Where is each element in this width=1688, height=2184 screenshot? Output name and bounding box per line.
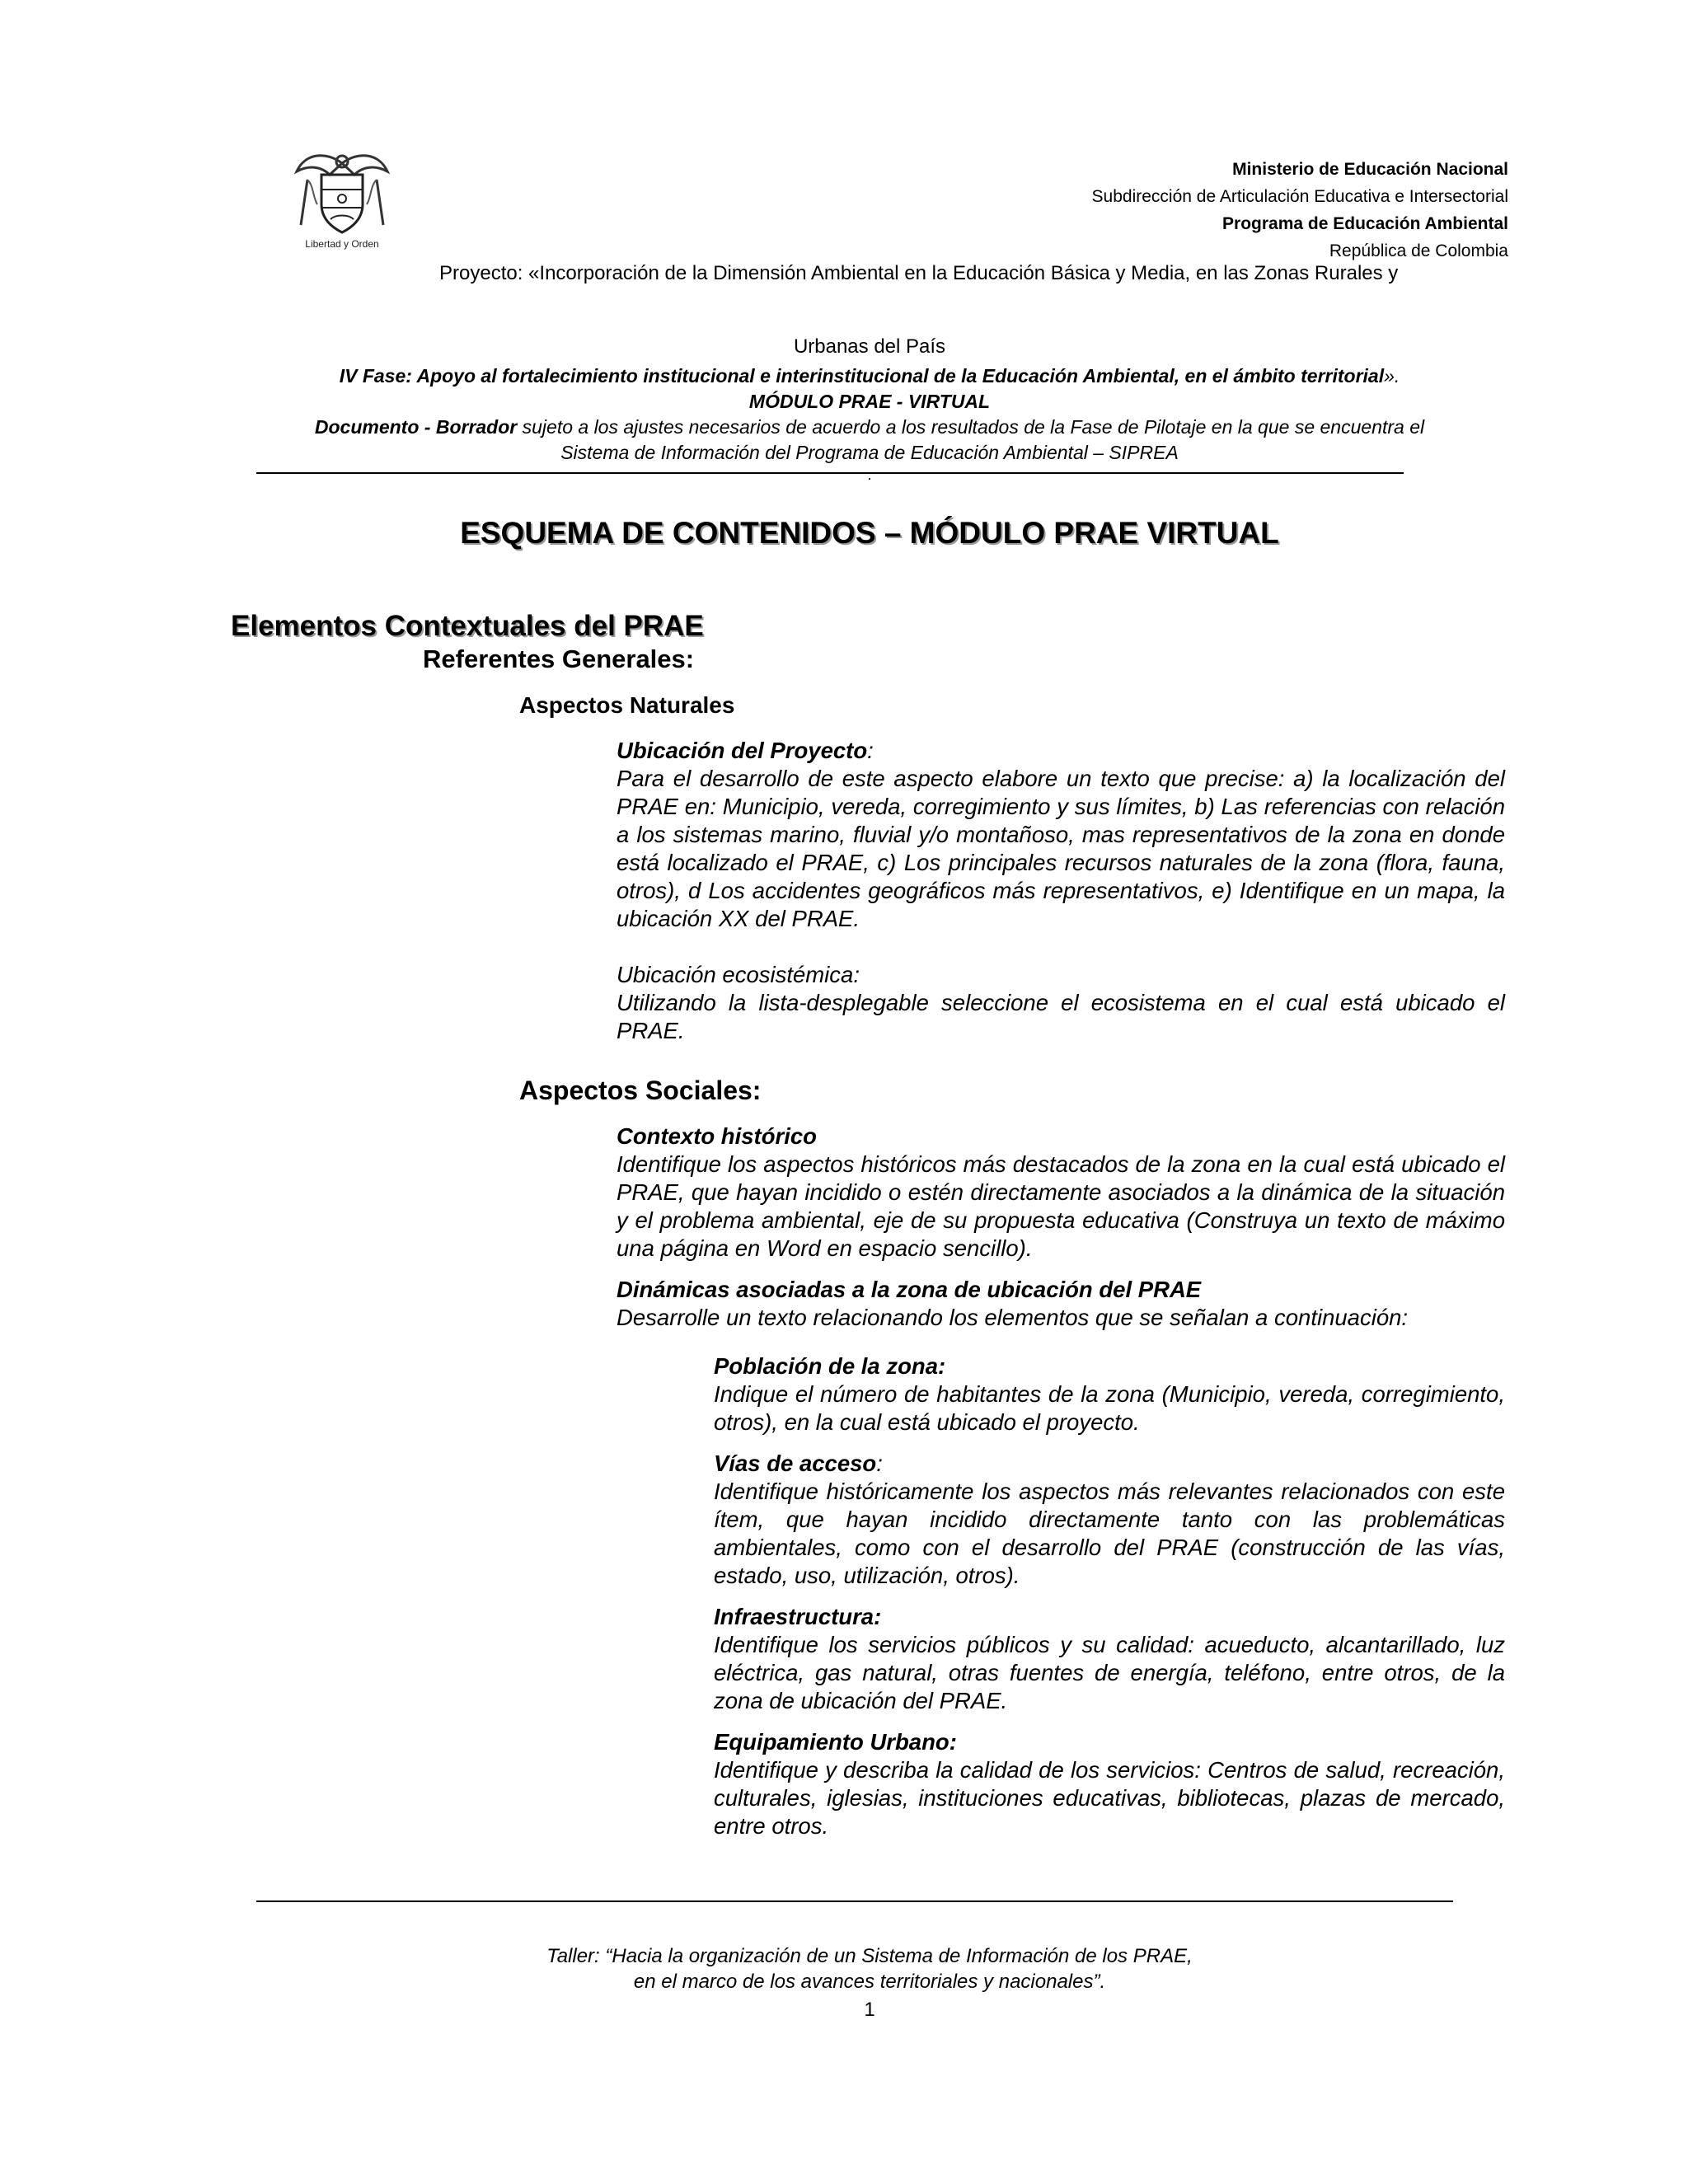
project-line-1: Proyecto: «Incorporación de la Dimensión Ambiental en la Educación Básica y Media, en las Zonas Rurales y xyxy=(439,262,1399,284)
section-heading: Elementos Contextuales del PRAE xyxy=(231,610,704,642)
item-title: Vías de acceso xyxy=(714,1451,877,1476)
coat-of-arms-logo xyxy=(293,147,392,254)
item-colon: : xyxy=(876,1451,883,1476)
item-text: Identifique los servicios públicos y su calidad: acueducto, alcantarillado, luz eléctrica, gas natural, otras fuentes de energía, teléfono, entre otros, de la zona de ubicación del PRAE. xyxy=(714,1632,1505,1713)
footer-line-2: en el marco de los avances territoriales y nacionales”. xyxy=(633,1971,1106,1993)
list-item xyxy=(714,1728,1505,1840)
item-text: Indique el número de habitantes de la zona (Municipio, vereda, corregimiento, otros), en la cual está ubicado el proyecto. xyxy=(714,1381,1505,1435)
header-dot: . xyxy=(867,466,872,483)
project-line-2: Urbanas del País xyxy=(793,335,946,358)
item-text: Identifique y describa la calidad de los servicios: Centros de salud, recreación, culturales, iglesias, instituciones educativas, bibliotecas, plazas de mercado, entre otros. xyxy=(714,1757,1505,1839)
page-number: 1 xyxy=(864,1999,875,2021)
ecosistemica-text: Utilizando la lista-desplegable seleccione el ecosistema en el cual está ubicado el PRAE. xyxy=(617,990,1505,1043)
list-item xyxy=(714,1450,1505,1590)
subdirection-name: Subdirección de Articulación Educativa e Intersectorial xyxy=(1091,187,1508,206)
dinamicas-title: Dinámicas asociadas a la zona de ubicación del PRAE xyxy=(617,1277,1202,1302)
dinamicas-text: Desarrolle un texto relacionando los elementos que se señalan a continuación: xyxy=(617,1305,1409,1330)
seal-motto: Libertad y Orden xyxy=(305,238,379,250)
ubicacion-title: Ubicación del Proyecto xyxy=(617,738,868,763)
draft-label: Documento - Borrador xyxy=(314,416,518,438)
module-name: MÓDULO PRAE - VIRTUAL xyxy=(748,391,991,412)
item-title: Población de la zona: xyxy=(714,1353,946,1379)
ministry-name: Ministerio de Educación Nacional xyxy=(1232,160,1508,179)
item-text: Identifique históricamente los aspectos más relevantes relacionados con este ítem, que hayan incidido directamente tanto con las problemáticas ambientales, como con el desarrollo del PRAE (construcción de las vías, estado, uso, utilización, otros). xyxy=(714,1479,1505,1588)
ubicacion-text: Para el desarrollo de este aspecto elabore un texto que precise: a) la localización del PRAE en: Municipio, vereda, corregimiento y sus límites, b) Las referencias con relación a los sistemas marino, fluvial y/o montañoso, mas representativos de la zona en donde está localizado el PRAE, c) Los principales recursos naturales de la zona (flora, fauna, otros), d Los accidentes geográficos más representativos, e) Identifique en un mapa, la ubicación XX del PRAE. xyxy=(617,766,1505,931)
ubicacion-colon: : xyxy=(867,738,874,763)
contexto-text: Identifique los aspectos históricos más destacados de la zona en la cual está ubicado el PRAE, que hayan incidido o estén directamente asociados a la dinámica de la situación y el problema ambiental, eje de su propuesta educativa (Construya un texto de máximo una página en Word en espacio sencillo). xyxy=(617,1151,1505,1261)
sociales-heading: Aspectos Sociales: xyxy=(519,1076,762,1105)
page-title: ESQUEMA DE CONTENIDOS – MÓDULO PRAE VIRTUAL xyxy=(460,516,1279,550)
phase-text: IV Fase: Apoyo al fortalecimiento institucional e interinstitucional de la Educación Ambiental, en el ámbito territorial xyxy=(339,365,1385,387)
list-item xyxy=(714,1352,1505,1436)
item-title: Equipamiento Urbano: xyxy=(714,1729,957,1755)
coat-of-arms-icon xyxy=(293,147,392,239)
draft-text: sujeto a los ajustes necesarios de acuerdo a los resultados de la Fase de Pilotaje en la que se encuentra el xyxy=(517,416,1425,438)
draft-line-2: Sistema de Información del Programa de Educación Ambiental – SIPREA xyxy=(560,442,1179,463)
footer-divider xyxy=(256,1900,1453,1902)
item-title: Infraestructura: xyxy=(714,1604,882,1629)
program-name: Programa de Educación Ambiental xyxy=(1222,214,1508,233)
ecosistemica-title: Ubicación ecosistémica: xyxy=(617,962,860,987)
country-name: República de Colombia xyxy=(1329,241,1508,260)
phase-end: ». xyxy=(1384,365,1400,387)
footer-line-1: Taller: “Hacia la organización de un Sistema de Información de los PRAE, xyxy=(546,1945,1193,1967)
section-subheading: Referentes Generales: xyxy=(423,644,695,673)
naturales-heading: Aspectos Naturales xyxy=(519,692,735,718)
contexto-title: Contexto histórico xyxy=(617,1123,817,1149)
list-item xyxy=(714,1603,1505,1715)
